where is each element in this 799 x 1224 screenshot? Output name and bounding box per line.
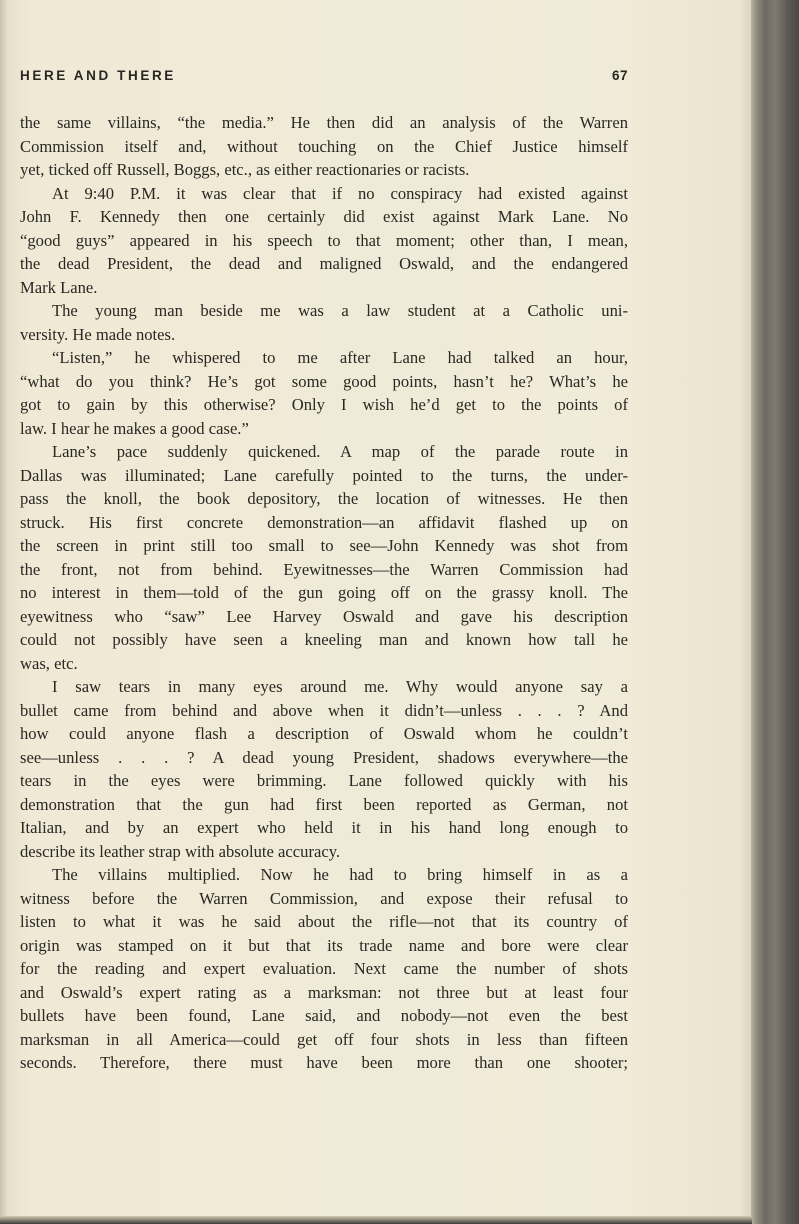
- page-number: 67: [611, 68, 628, 83]
- text-line: the screen in print still too small to see—John Kennedy was shot from: [20, 536, 628, 555]
- text-line: no interest in them—told of the gun going off on the grassy knoll. The: [20, 583, 628, 602]
- body-text: [20, 111, 628, 1075]
- text-line: Italian, and by an expert who held it in his hand long enough to: [20, 818, 628, 837]
- text-line: how could anyone flash a description of Oswald whom he couldn’t: [20, 724, 628, 743]
- text-line: Commission itself and, without touching on the Chief Justice himself: [20, 136, 628, 156]
- text-line: eyewitness who “saw” Lee Harvey Oswald and gave his description: [20, 606, 628, 626]
- text-line: The villains multiplied. Now he had to bring himself in as a: [52, 865, 628, 884]
- running-head-title: HERE AND THERE: [20, 68, 176, 83]
- text-line: yet, ticked off Russell, Boggs, etc., as either reactionaries or racists.: [20, 160, 470, 179]
- book-spine-shadow: [751, 0, 799, 1224]
- text-line: marksman in all America—could get off four shots in less than fifteen: [20, 1029, 628, 1049]
- text-line: demonstration that the gun had first been reported as German, not: [20, 794, 628, 814]
- text-line: At 9:40 P.M. it was clear that if no conspiracy had existed against: [52, 183, 628, 203]
- text-line: origin was stamped on it but that its trade name and bore were clear: [20, 935, 628, 955]
- running-head: [20, 68, 628, 88]
- text-line: “what do you think? He’s got some good points, hasn’t he? What’s he: [20, 371, 628, 391]
- text-line: John F. Kennedy then one certainly did exist against Mark Lane. No: [20, 207, 628, 226]
- text-line: tears in the eyes were brimming. Lane followed quickly with his: [20, 771, 628, 790]
- text-line: for the reading and expert evaluation. Next came the number of shots: [20, 959, 628, 978]
- text-line: law. I hear he makes a good case.”: [20, 418, 249, 438]
- text-line: bullets have been found, Lane said, and nobody—not even the best: [20, 1006, 628, 1025]
- page-bottom-edge: [0, 1216, 752, 1224]
- text-line: bullet came from behind and above when it didn’t—unless . . . ? And: [20, 700, 628, 720]
- text-line: Dallas was illuminated; Lane carefully pointed to the turns, the under-: [20, 465, 628, 485]
- text-line: was, etc.: [20, 653, 78, 673]
- text-line: the dead President, the dead and maligned Oswald, and the endangered: [20, 254, 628, 273]
- text-line: Mark Lane.: [20, 277, 98, 297]
- text-line: “Listen,” he whispered to me after Lane had talked an hour,: [52, 348, 628, 367]
- text-line: Lane’s pace suddenly quickened. A map of the parade route in: [52, 442, 628, 461]
- text-line: the front, not from behind. Eyewitnesses—the Warren Commission had: [20, 559, 628, 579]
- text-line: could not possibly have seen a kneeling man and known how tall he: [20, 630, 628, 649]
- text-line: see—unless . . . ? A dead young President, shadows everywhere—the: [20, 747, 628, 767]
- text-line: witness before the Warren Commission, and expose their refusal to: [20, 888, 628, 908]
- text-line: pass the knoll, the book depository, the location of witnesses. He then: [20, 489, 628, 508]
- text-line: the same villains, “the media.” He then did an analysis of the Warren: [20, 113, 628, 132]
- text-line: seconds. Therefore, there must have been more than one shooter;: [20, 1053, 628, 1072]
- text-line: I saw tears in many eyes around me. Why would anyone say a: [52, 677, 628, 696]
- text-line: listen to what it was he said about the rifle—not that its country of: [20, 912, 628, 931]
- text-line: The young man beside me was a law student at a Catholic uni-: [52, 301, 628, 320]
- text-line: describe its leather strap with absolute accuracy.: [20, 841, 341, 861]
- text-line: versity. He made notes.: [20, 324, 176, 344]
- text-line: got to gain by this otherwise? Only I wish he’d get to the points of: [20, 395, 628, 414]
- text-line: “good guys” appeared in his speech to that moment; other than, I mean,: [20, 230, 628, 250]
- text-line: and Oswald’s expert rating as a marksman: not three but at least four: [20, 982, 628, 1002]
- text-line: struck. His first concrete demonstration—an affidavit flashed up on: [20, 512, 628, 532]
